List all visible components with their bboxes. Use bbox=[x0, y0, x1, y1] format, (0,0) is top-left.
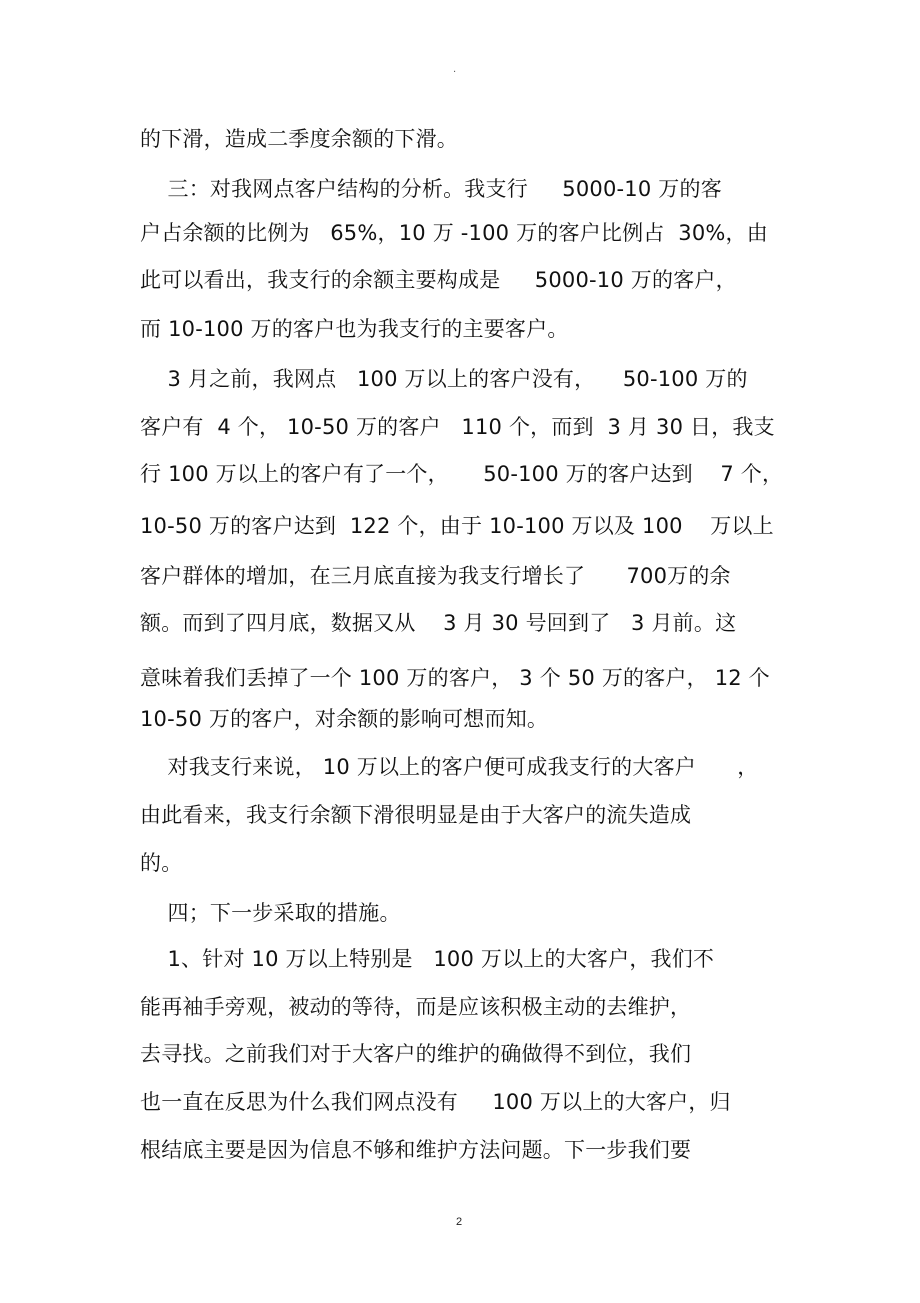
text-line: 意味着我们丢掉了一个 100 万的客户， 3 个 50 万的客户， 12 个 bbox=[140, 666, 770, 690]
text-line: 也一直在反思为什么我们网点没有 100 万以上的大客户，归 bbox=[140, 1090, 731, 1114]
text-line: 能再袖手旁观，被动的等待，而是应该积极主动的去维护， bbox=[140, 995, 692, 1019]
text-line: 户占余额的比例为 65%，10 万 -100 万的客户比例占 30%，由 bbox=[140, 221, 768, 245]
top-mark: . bbox=[453, 64, 457, 75]
text-line: 1、针对 10 万以上特别是 100 万以上的大客户，我们不 bbox=[140, 947, 715, 971]
text-line: 去寻找。之前我们对于大客户的维护的确做得不到位，我们 bbox=[140, 1042, 692, 1066]
text-line: 四；下一步采取的措施。 bbox=[140, 901, 401, 925]
text-line: 此可以看出，我支行的余额主要构成是 5000-10 万的客户， bbox=[140, 268, 737, 292]
page-number: 2 bbox=[456, 1216, 463, 1228]
text-line: 而 10-100 万的客户也为我支行的主要客户。 bbox=[140, 317, 569, 341]
text-line: 三：对我网点客户结构的分析。我支行 5000-10 万的客 bbox=[140, 177, 722, 201]
text-line: 的下滑，造成二季度余额的下滑。 bbox=[140, 127, 458, 151]
text-line: 的。 bbox=[140, 851, 183, 875]
text-line: 根结底主要是因为信息不够和维护方法问题。下一步我们要 bbox=[140, 1138, 692, 1162]
text-line: 10-50 万的客户，对余额的影响可想而知。 bbox=[140, 707, 549, 731]
text-line: 客户群体的增加，在三月底直接为我支行增长了 700万的余 bbox=[140, 564, 731, 588]
text-line: 行 100 万以上的客户有了一个， 50-100 万的客户达到 7 个， bbox=[140, 462, 784, 486]
text-line: 10-50 万的客户达到 122 个，由于 10-100 万以及 100 万以上 bbox=[140, 514, 774, 538]
text-line: 由此看来，我支行余额下滑很明显是由于大客户的流失造成 bbox=[140, 803, 692, 827]
text-line: 3 月之前，我网点 100 万以上的客户没有， 50-100 万的 bbox=[140, 367, 748, 391]
text-line: 客户有 4 个， 10-50 万的客户 110 个，而到 3 月 30 日，我支 bbox=[140, 415, 775, 439]
text-line: 额。而到了四月底，数据又从 3 月 30 号回到了 3 月前。这 bbox=[140, 611, 737, 635]
text-line: 对我支行来说， 10 万以上的客户便可成我支行的大客户 ， bbox=[140, 755, 759, 779]
